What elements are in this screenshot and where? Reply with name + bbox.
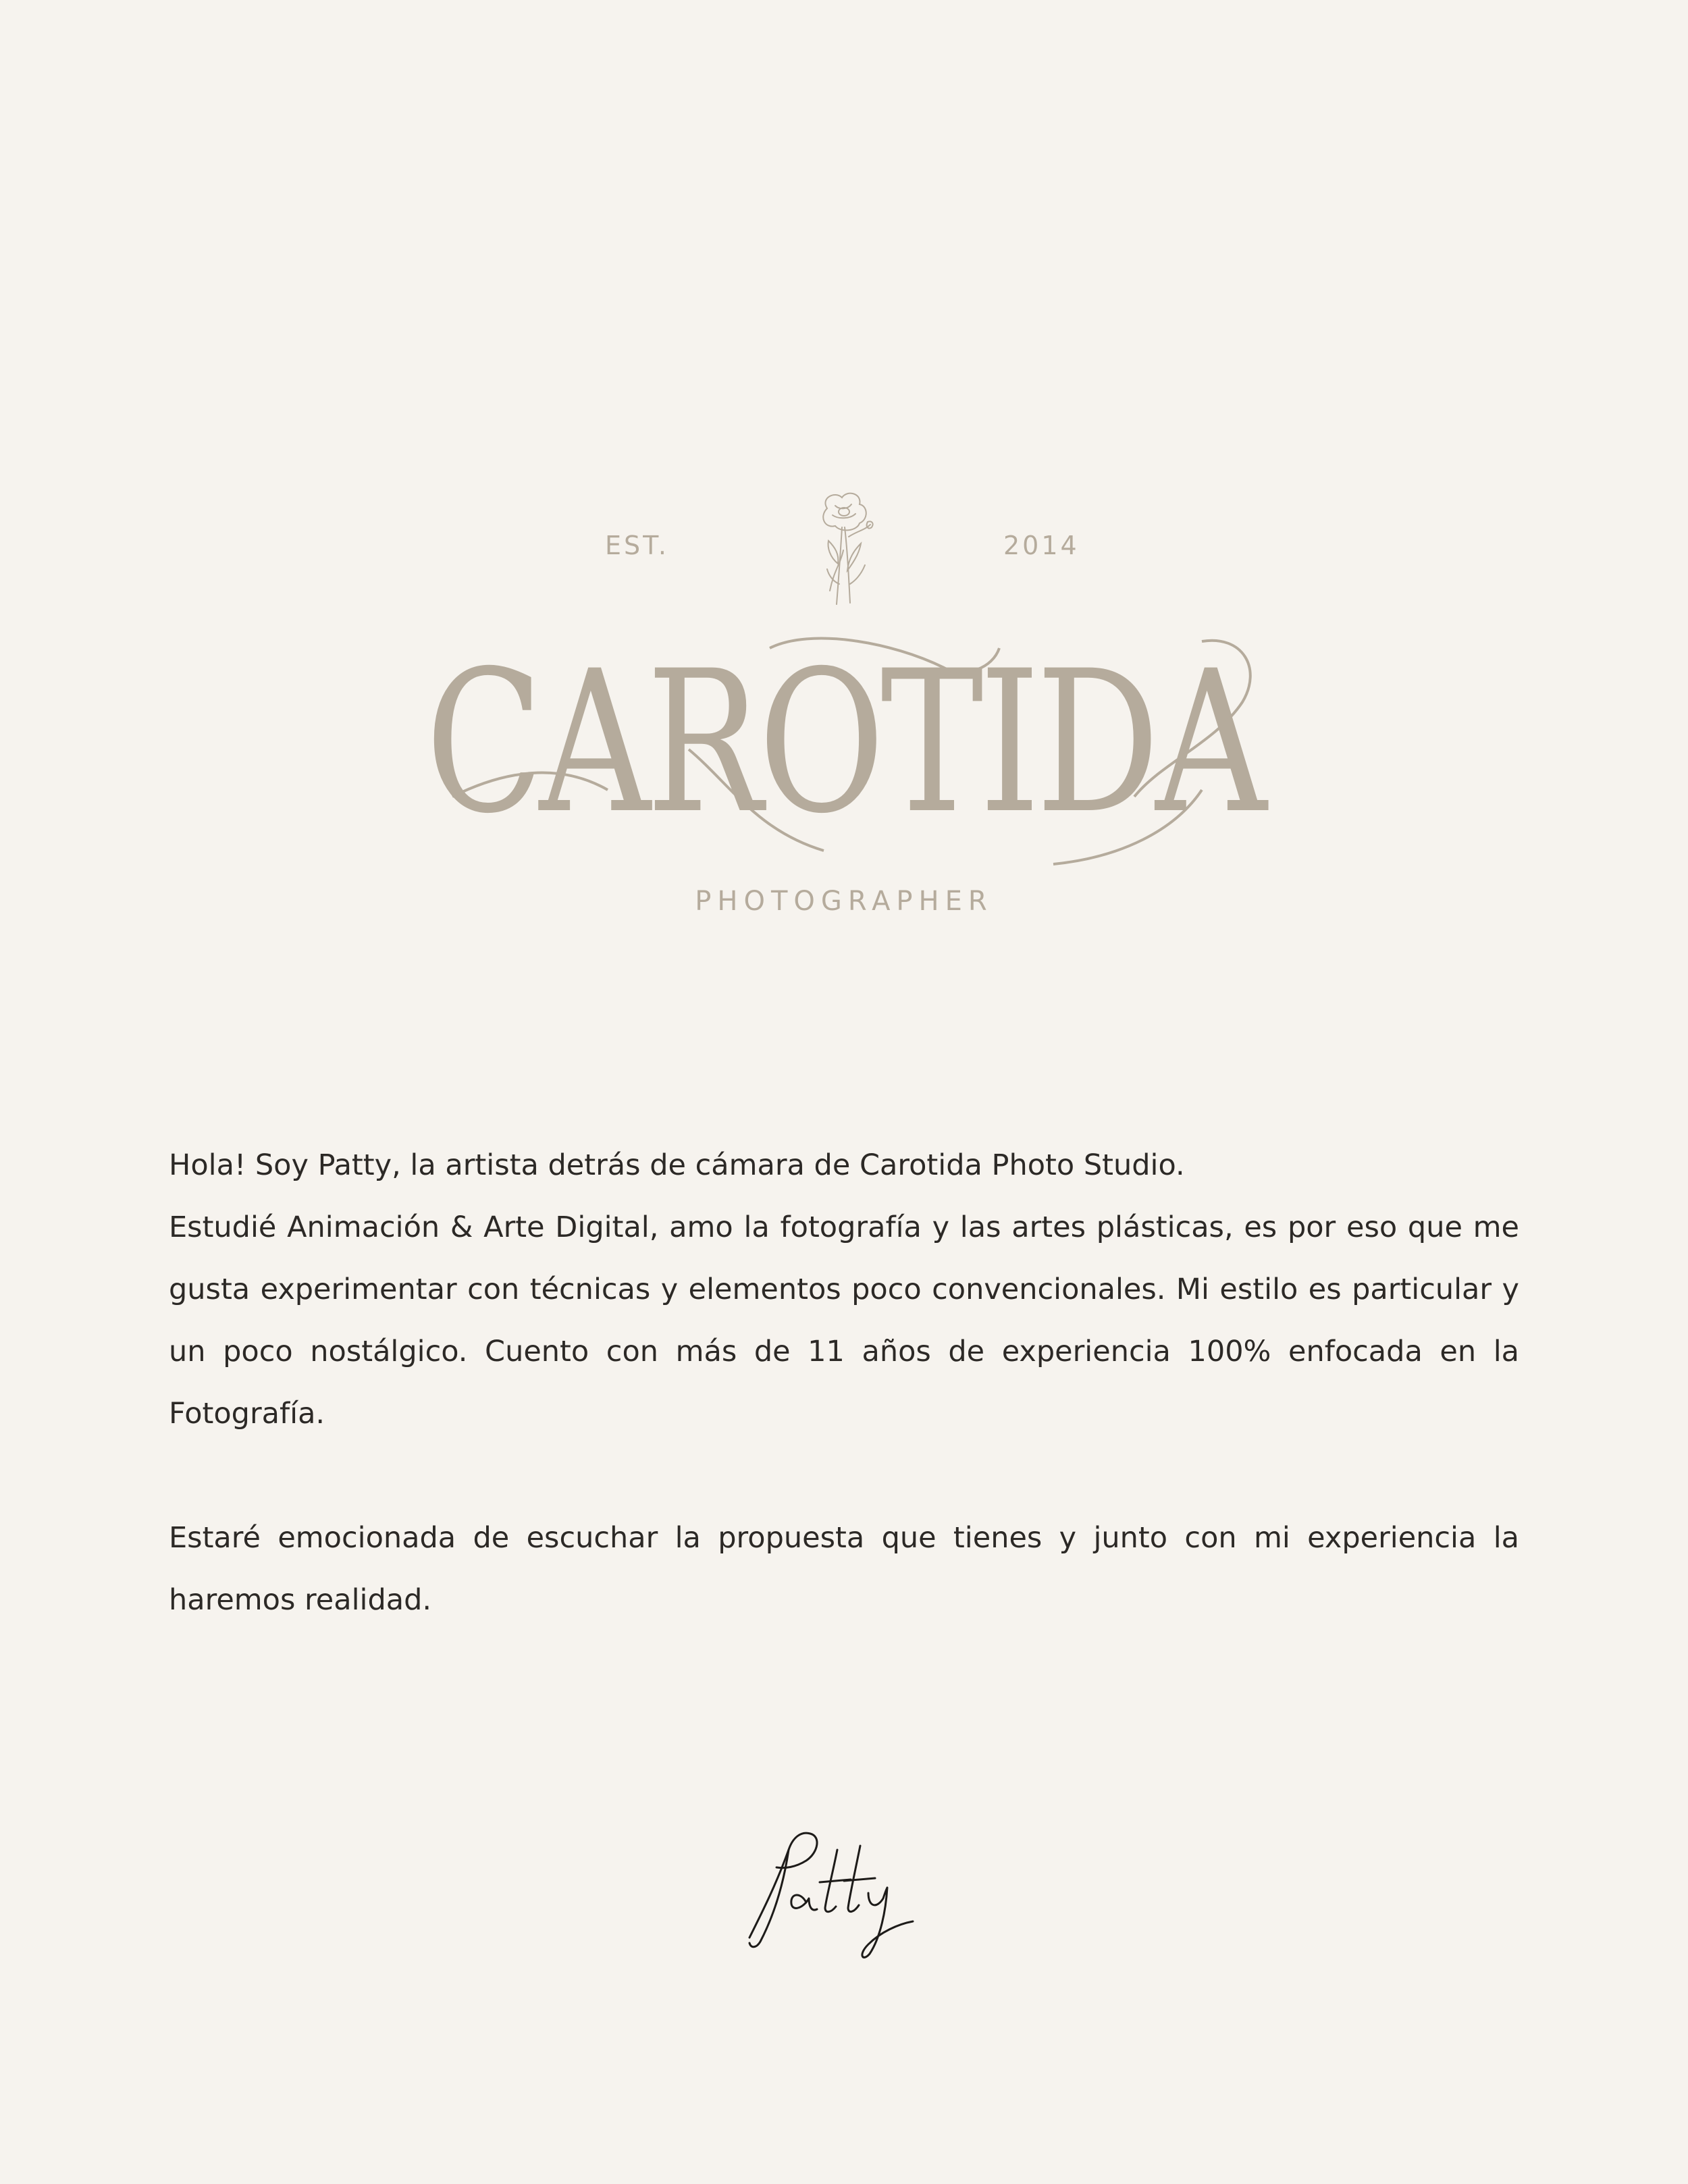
subtitle: PHOTOGRAPHER: [695, 886, 993, 917]
brand-wordmark: [405, 628, 1283, 871]
paragraph-gap: [169, 1445, 1519, 1507]
intro-line: Hola! Soy Patty, la artista detrás de cámara de Carotida Photo Studio.: [169, 1148, 1185, 1182]
poppy-flower-icon: [800, 489, 888, 608]
year-label: 2014: [1003, 531, 1080, 560]
brand-wordmark-text: CAROTIDA: [425, 629, 1269, 857]
est-label: EST.: [605, 531, 669, 560]
letter-body: [169, 1134, 1519, 1631]
bio-paragraph: Estudié Animación & Arte Digital, amo la fotografía y las artes plásticas, es por eso que me gusta experimentar con técnicas y elementos poco convencionales. Mi estilo es particular y un poco nostálgico. Cuento con más de 11 años de experiencia 100% enfocada en la Fotografía.: [169, 1210, 1519, 1431]
brand-logo: [0, 0, 1688, 945]
signature: [736, 1823, 939, 1965]
closing-paragraph: Estaré emocionada de escuchar la propuesta que tienes y junto con mi experiencia la haremos realidad.: [169, 1521, 1519, 1617]
